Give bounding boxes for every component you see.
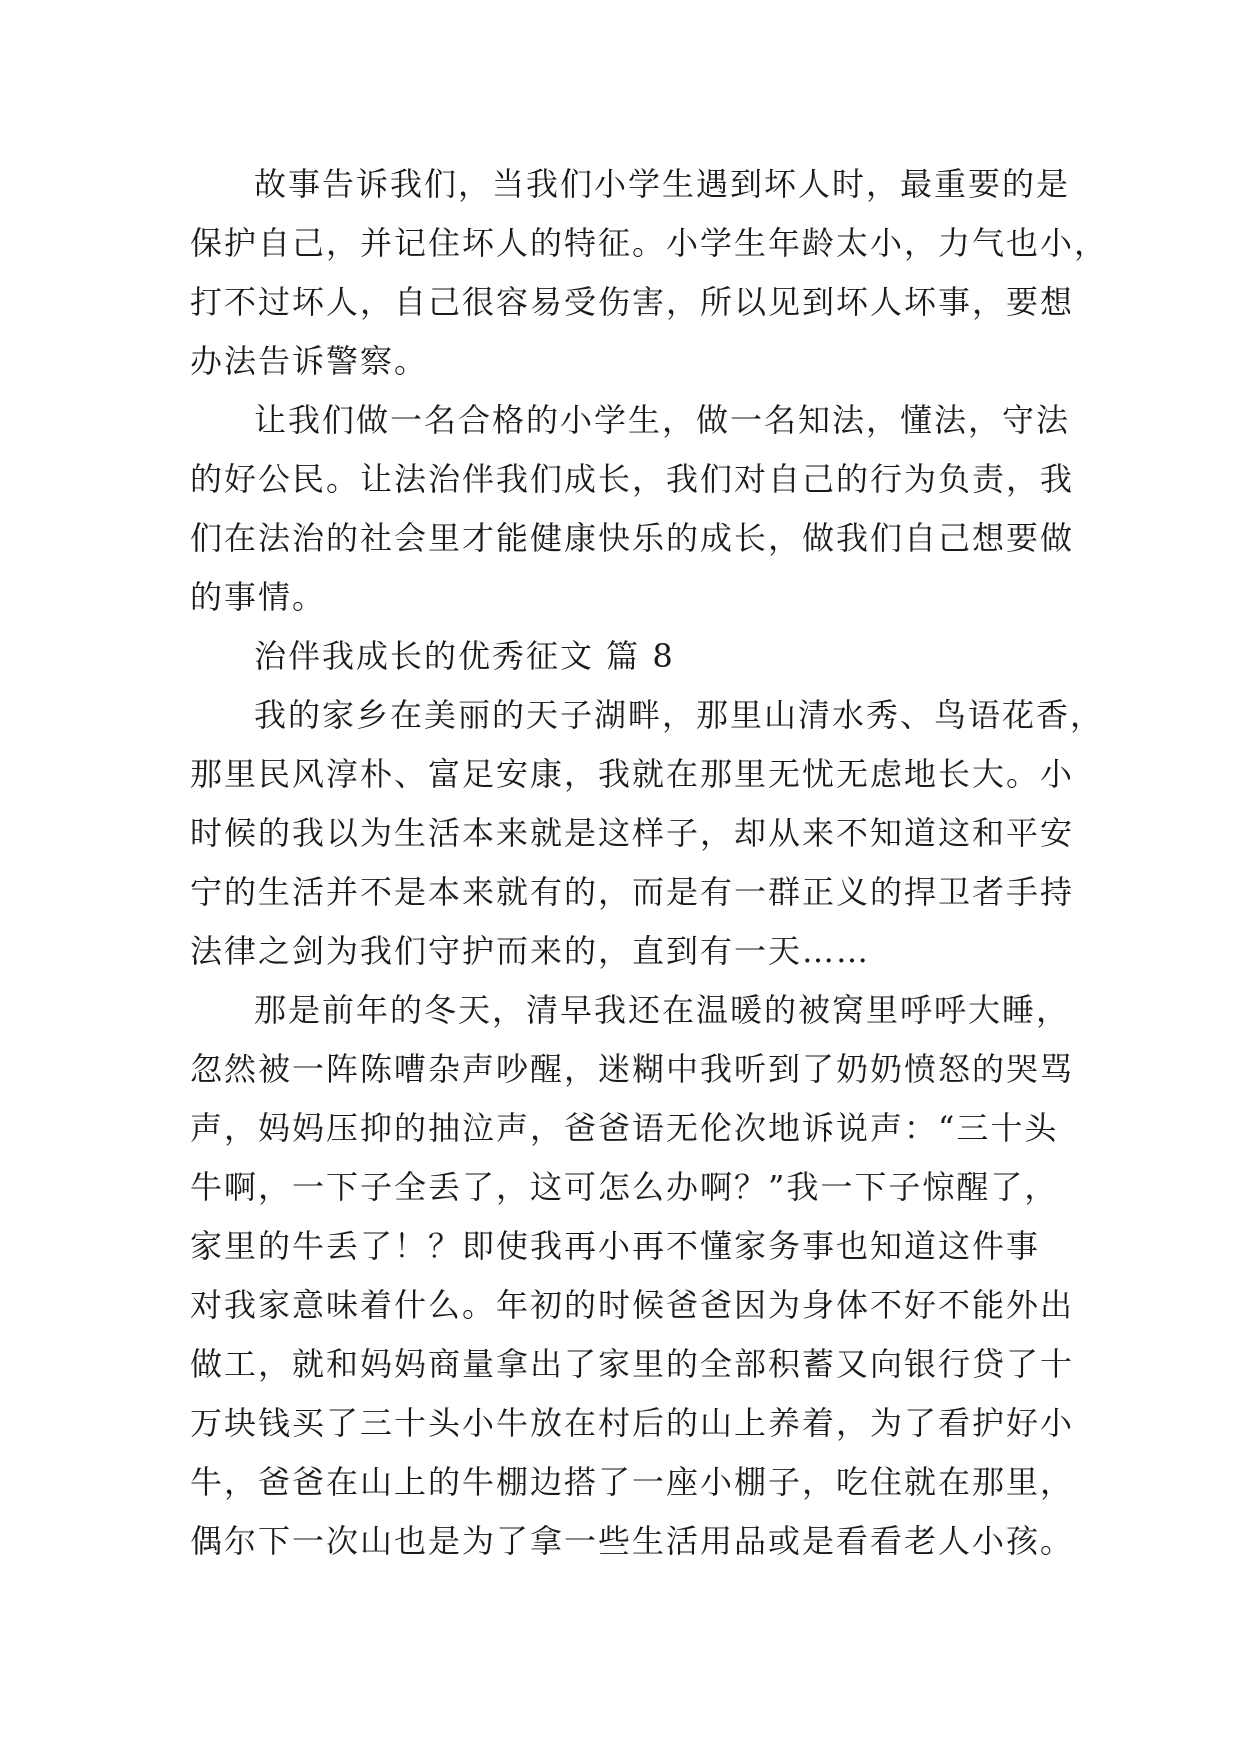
text-line: 对我家意味着什么。年初的时候爸爸因为身体不好不能外出 [190,1286,1075,1324]
text-line: 万块钱买了三十头小牛放在村后的山上养着，为了看护好小 [190,1404,1075,1442]
text-line: 牛啊，一下子全丢了，这可怎么办啊？”我一下子惊醒了， [190,1168,1059,1206]
text-line: 打不过坏人，自己很容易受伤害，所以见到坏人坏事，要想 [190,283,1075,321]
text-line: 那是前年的冬天，清早我还在温暖的被窝里呼呼大睡， [254,991,1071,1029]
text-line: 们在法治的社会里才能健康快乐的成长，做我们自己想要做 [190,519,1075,557]
text-line: 保护自己，并记住坏人的特征。小学生年龄太小，力气也小， [190,224,1109,262]
text-line: 做工，就和妈妈商量拿出了家里的全部积蓄又向银行贷了十 [190,1345,1075,1383]
text-line: 时候的我以为生活本来就是这样子，却从来不知道这和平安 [190,814,1075,852]
text-line: 的事情。 [190,578,327,616]
text-line: 办法告诉警察。 [190,342,429,380]
text-line: 法律之剑为我们守护而来的，直到有一天…… [190,932,871,970]
text-line: 牛，爸爸在山上的牛棚边搭了一座小棚子，吃住就在那里， [190,1463,1075,1501]
text-line: 那里民风淳朴、富足安康，我就在那里无忧无虑地长大。小 [190,755,1075,793]
text-line: 我的家乡在美丽的天子湖畔，那里山清水秀、鸟语花香， [254,696,1105,734]
text-line: 偶尔下一次山也是为了拿一些生活用品或是看看老人小孩。 [190,1522,1075,1560]
text-line: 故事告诉我们，当我们小学生遇到坏人时，最重要的是 [254,165,1071,203]
section-heading: 治伴我成长的优秀征文 篇 8 [254,637,675,675]
text-line: 宁的生活并不是本来就有的，而是有一群正义的捍卫者手持 [190,873,1075,911]
text-line: 家里的牛丢了！？即使我再小再不懂家务事也知道这件事 [190,1227,1041,1265]
text-line: 声，妈妈压抑的抽泣声，爸爸语无伦次地诉说声：“三十头 [190,1109,1059,1147]
text-line: 的好公民。让法治伴我们成长，我们对自己的行为负责，我 [190,460,1075,498]
text-line: 忽然被一阵陈嘈杂声吵醒，迷糊中我听到了奶奶愤怒的哭骂 [190,1050,1075,1088]
text-line: 让我们做一名合格的小学生，做一名知法，懂法，守法 [254,401,1071,439]
body-text [190,155,1109,1571]
